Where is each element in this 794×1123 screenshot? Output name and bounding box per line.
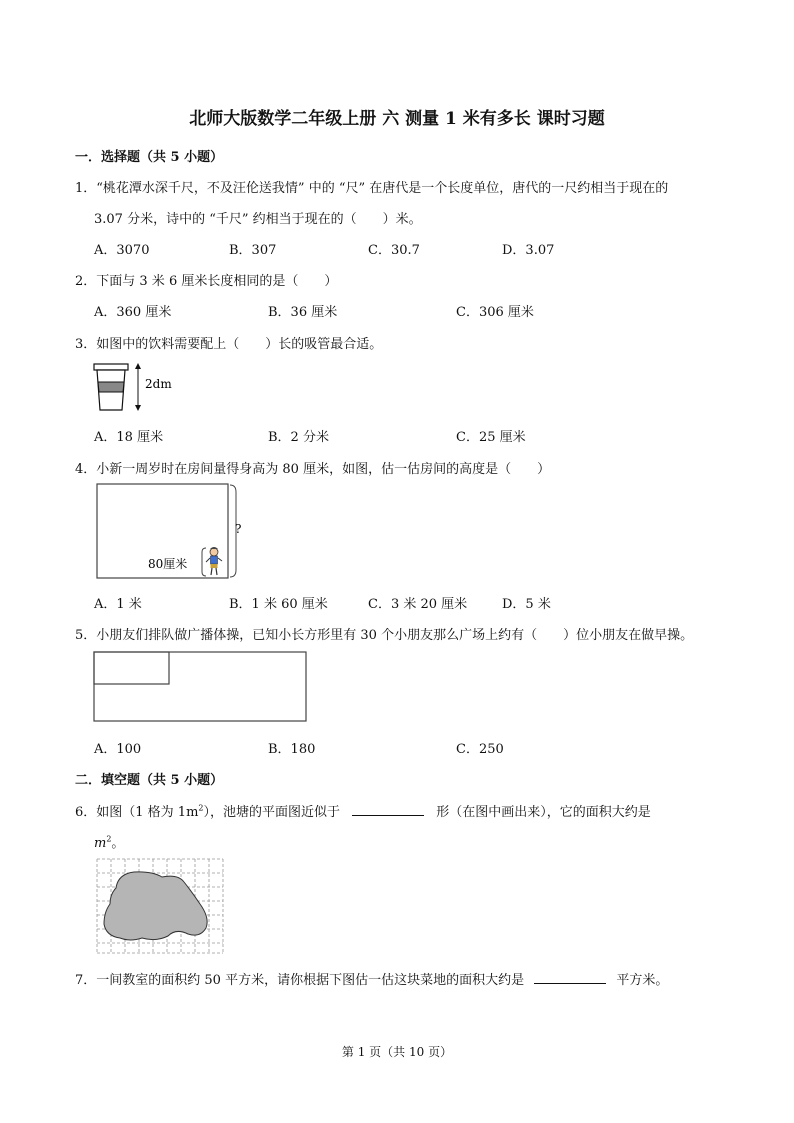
- page-title: 北师大版数学二年级上册 六 测量 1 米有多长 课时习题: [189, 109, 605, 129]
- question-6-text: [75, 801, 651, 820]
- child-height-label: 80厘米: [148, 557, 188, 571]
- q3-option-b: B．2 分米: [268, 430, 329, 445]
- q5-option-a: A．100: [94, 742, 142, 757]
- q6-end: 。: [111, 836, 125, 851]
- question-1-text-cont: 3.07 分米，诗中的 “千尺” 约相当于现在的（ ）米。: [94, 212, 422, 227]
- q6-text-a: 6．如图（1 格为 1m: [75, 805, 199, 820]
- question-4-text: 4．小新一周岁时在房间量得身高为 80 厘米，如图，估一估房间的高度是（ ）: [75, 462, 551, 477]
- q5-option-c: C．250: [456, 742, 504, 757]
- question-3-text: 3．如图中的饮料需要配上（ ）长的吸管最合适。: [75, 337, 383, 352]
- question-2-text: 2．下面与 3 米 6 厘米长度相同的是（ ）: [75, 274, 338, 289]
- room-figure: [96, 482, 256, 580]
- q4-option-b: B．1 米 60 厘米: [229, 597, 328, 612]
- q6-text-c: 形（在图中画出来），它的面积大约是: [436, 805, 651, 820]
- q6-text-b: ），池塘的平面图近似于: [203, 805, 341, 820]
- q1-option-d: D．3.07: [502, 243, 555, 258]
- q2-option-a: A．360 厘米: [94, 305, 172, 320]
- q6-unit: m: [94, 836, 107, 851]
- q7-text-b: 平方米。: [616, 973, 669, 988]
- room-height-question: ?: [235, 522, 242, 536]
- question-5-text: 5．小朋友们排队做广播体操，已知小长方形里有 30 个小朋友那么广场上约有（ ）位小朋友在做早操。: [75, 628, 694, 643]
- q3-option-a: A．18 厘米: [94, 430, 164, 445]
- q2-option-b: B．36 厘米: [268, 305, 338, 320]
- q7-answer-blank[interactable]: [534, 971, 606, 984]
- square-figure: [93, 651, 309, 723]
- section-heading-choice: 一．选择题（共 5 小题）: [75, 150, 224, 165]
- pond-grid-figure: [96, 858, 224, 954]
- question-6-text-cont: [94, 832, 124, 851]
- q6-unit-sup: 2: [106, 834, 112, 844]
- q4-option-c: C．3 米 20 厘米: [368, 597, 468, 612]
- q2-option-c: C．306 厘米: [456, 305, 534, 320]
- question-7-text: [75, 969, 668, 988]
- drink-cup-figure: [92, 358, 182, 414]
- q4-option-d: D．5 米: [502, 597, 551, 612]
- q1-option-b: B．307: [229, 243, 277, 258]
- q6-sup: 2: [198, 803, 204, 813]
- pond-shape: [104, 872, 207, 940]
- cup-height-label: 2dm: [145, 377, 172, 391]
- section-heading-fill: 二．填空题（共 5 小题）: [75, 773, 224, 788]
- question-1-text: 1．“桃花潭水深千尺，不及汪伦送我情” 中的 “尺” 在唐代是一个长度单位，唐代的一尺约相当于现在的: [75, 181, 669, 196]
- q3-option-c: C．25 厘米: [456, 430, 526, 445]
- q6-answer-blank[interactable]: [352, 803, 424, 816]
- q7-text-a: 7．一间教室的面积约 50 平方米，请你根据下图估一估这块菜地的面积大约是: [75, 973, 525, 988]
- page-footer: 第 1 页（共 10 页）: [341, 1045, 453, 1059]
- q1-option-c: C．30.7: [368, 243, 420, 258]
- q1-option-a: A．3070: [94, 243, 150, 258]
- q5-option-b: B．180: [268, 742, 316, 757]
- q4-option-a: A．1 米: [94, 597, 142, 612]
